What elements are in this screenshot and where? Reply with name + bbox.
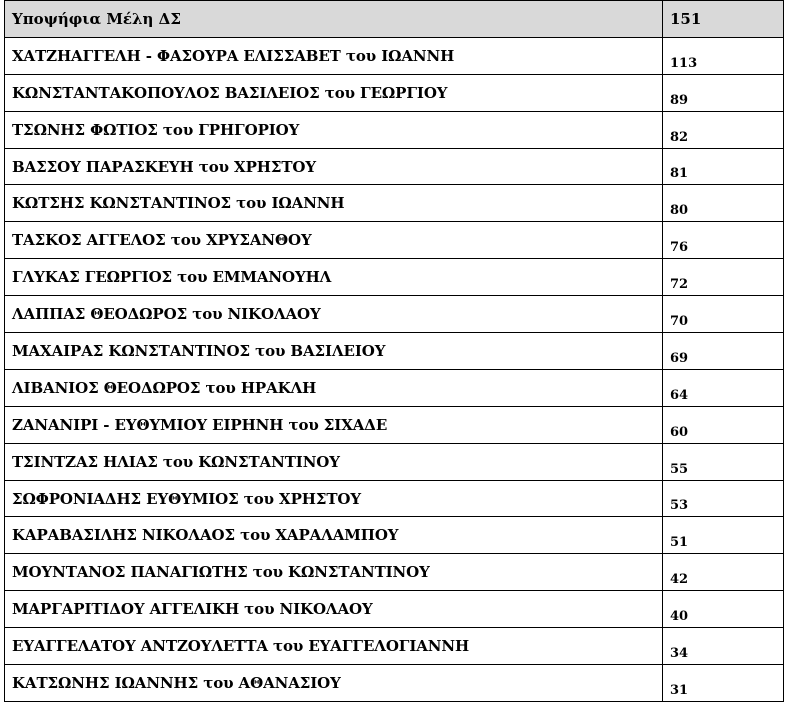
candidate-votes: 81: [663, 148, 784, 185]
candidate-name: ΜΑΡΓΑΡΙΤΙΔΟΥ ΑΓΓΕΛΙΚΗ του ΝΙΚΟΛΑΟΥ: [5, 591, 663, 628]
table-row: [5, 406, 784, 443]
table-row: [5, 222, 784, 259]
candidate-votes: 60: [663, 406, 784, 443]
candidate-votes: 51: [663, 517, 784, 554]
candidate-votes: 89: [663, 74, 784, 111]
candidate-name: ΣΩΦΡΟΝΙΑΔΗΣ ΕΥΘΥΜΙΟΣ του ΧΡΗΣΤΟΥ: [5, 480, 663, 517]
table-row: [5, 148, 784, 185]
table-row: [5, 37, 784, 74]
candidate-votes: 69: [663, 333, 784, 370]
candidate-name: ΒΑΣΣΟΥ ΠΑΡΑΣΚΕΥΗ του ΧΡΗΣΤΟΥ: [5, 148, 663, 185]
candidate-name: ΕΥΑΓΓΕΛΑΤΟΥ ΑΝΤΖΟΥΛΕΤΤΑ του ΕΥΑΓΓΕΛΟΓΙΑΝΝΗ: [5, 628, 663, 665]
table-row: [5, 443, 784, 480]
table-row: [5, 369, 784, 406]
candidate-name: ΛΙΒΑΝΙΟΣ ΘΕΟΔΩΡΟΣ του ΗΡΑΚΛΗ: [5, 369, 663, 406]
candidate-name: ΜΟΥΝΤΑΝΟΣ ΠΑΝΑΓΙΩΤΗΣ του ΚΩΝΣΤΑΝΤΙΝΟΥ: [5, 554, 663, 591]
table-row: [5, 259, 784, 296]
candidate-votes: 42: [663, 554, 784, 591]
candidate-votes: 40: [663, 591, 784, 628]
candidate-votes: 76: [663, 222, 784, 259]
candidate-votes: 34: [663, 628, 784, 665]
table-row: [5, 74, 784, 111]
table-body: [5, 37, 784, 701]
candidate-votes: 55: [663, 443, 784, 480]
candidate-name: ΛΑΠΠΑΣ ΘΕΟΔΩΡΟΣ του ΝΙΚΟΛΑΟΥ: [5, 296, 663, 333]
table-row: [5, 517, 784, 554]
header-value: 151: [663, 1, 784, 38]
header-label: Υποψήφια Μέλη ΔΣ: [5, 1, 663, 38]
table-row: [5, 628, 784, 665]
candidate-votes: 64: [663, 369, 784, 406]
table-row: [5, 185, 784, 222]
table-row: [5, 296, 784, 333]
candidate-votes: 82: [663, 111, 784, 148]
table-header-row: [5, 1, 784, 38]
table-row: [5, 554, 784, 591]
table-row: [5, 591, 784, 628]
candidate-name: ΧΑΤΖΗΑΓΓΕΛΗ - ΦΑΣΟΥΡΑ ΕΛΙΣΣΑΒΕΤ του ΙΩΑΝΝΗ: [5, 37, 663, 74]
candidate-votes: 113: [663, 37, 784, 74]
candidate-name: ΚΩΤΣΗΣ ΚΩΝΣΤΑΝΤΙΝΟΣ του ΙΩΑΝΝΗ: [5, 185, 663, 222]
candidate-votes: 53: [663, 480, 784, 517]
candidate-name: ΤΑΣΚΟΣ ΑΓΓΕΛΟΣ του ΧΡΥΣΑΝΘΟΥ: [5, 222, 663, 259]
table-row: [5, 665, 784, 702]
candidate-name: ΓΛΥΚΑΣ ΓΕΩΡΓΙΟΣ του ΕΜΜΑΝΟΥΗΛ: [5, 259, 663, 296]
candidate-name: ΚΑΤΣΩΝΗΣ ΙΩΑΝΝΗΣ του ΑΘΑΝΑΣΙΟΥ: [5, 665, 663, 702]
candidate-name: ΖΑΝΑΝΙΡΙ - ΕΥΘΥΜΙΟΥ ΕΙΡΗΝΗ του ΣΙΧΑΔΕ: [5, 406, 663, 443]
candidate-votes: 31: [663, 665, 784, 702]
candidate-name: ΤΣΩΝΗΣ ΦΩΤΙΟΣ του ΓΡΗΓΟΡΙΟΥ: [5, 111, 663, 148]
candidate-name: ΚΑΡΑΒΑΣΙΛΗΣ ΝΙΚΟΛΑΟΣ του ΧΑΡΑΛΑΜΠΟΥ: [5, 517, 663, 554]
table-row: [5, 480, 784, 517]
table-row: [5, 333, 784, 370]
candidate-name: ΚΩΝΣΤΑΝΤΑΚΟΠΟΥΛΟΣ ΒΑΣΙΛΕΙΟΣ του ΓΕΩΡΓΙΟΥ: [5, 74, 663, 111]
candidate-name: ΤΣΙΝΤΖΑΣ ΗΛΙΑΣ του ΚΩΝΣΤΑΝΤΙΝΟΥ: [5, 443, 663, 480]
candidate-name: ΜΑΧΑΙΡΑΣ ΚΩΝΣΤΑΝΤΙΝΟΣ του ΒΑΣΙΛΕΙΟΥ: [5, 333, 663, 370]
candidate-votes: 72: [663, 259, 784, 296]
candidate-votes: 70: [663, 296, 784, 333]
table-row: [5, 111, 784, 148]
candidate-votes: 80: [663, 185, 784, 222]
candidates-table: [4, 0, 784, 702]
